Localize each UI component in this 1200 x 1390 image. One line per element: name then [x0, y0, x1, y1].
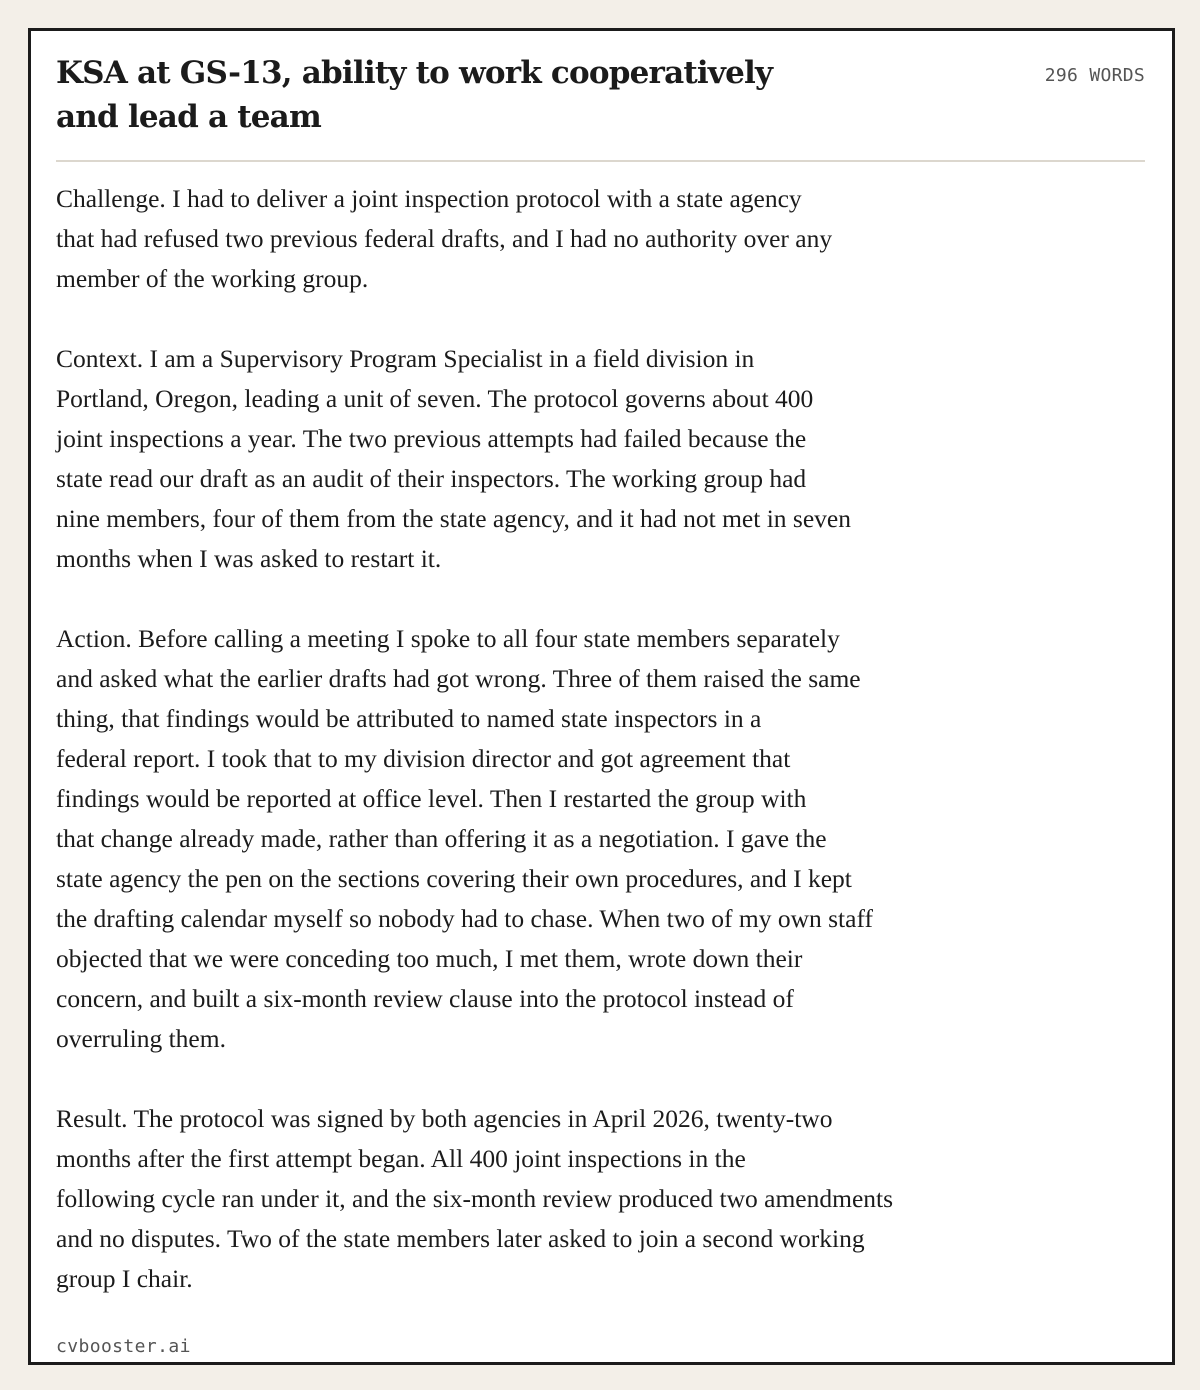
card-header — [56, 51, 1145, 161]
result-paragraph — [56, 1099, 1056, 1299]
paragraph-line: state read our draft as an audit of their inspectors. The working group had — [56, 464, 807, 493]
paragraph-line: joint inspections a year. The two previous attempts had failed because the — [56, 424, 807, 453]
paragraph-line: Portland, Oregon, leading a unit of seven. The protocol governs about 400 — [56, 384, 814, 413]
paragraph-line: group I chair. — [56, 1264, 193, 1293]
context-paragraph — [56, 339, 1056, 579]
paragraph-line: following cycle ran under it, and the six-month review produced two amendments — [56, 1184, 894, 1213]
word-count-badge: 296 WORDS — [1044, 65, 1145, 86]
action-paragraph — [56, 619, 1056, 1059]
paragraph-line: Context. I am a Supervisory Program Specialist in a field division in — [56, 344, 755, 373]
paragraph-line: months when I was asked to restart it. — [56, 544, 442, 573]
paragraph-line: federal report. I took that to my division director and got agreement that — [56, 744, 791, 773]
paragraph-line: Result. The protocol was signed by both agencies in April 2026, twenty-two — [56, 1104, 833, 1133]
paragraph-line: and asked what the earlier drafts had got wrong. Three of them raised the same — [56, 664, 861, 693]
paragraph-line: Action. Before calling a meeting I spoke to all four state members separately — [56, 624, 840, 653]
paragraph-line: overruling them. — [56, 1024, 226, 1053]
paragraph-line: that had refused two previous federal drafts, and I had no authority over any — [56, 224, 833, 253]
title-line: and lead a team — [56, 99, 321, 135]
ksa-title — [56, 51, 856, 139]
paragraph-line: objected that we were conceding too much, I met them, wrote down their — [56, 944, 803, 973]
ksa-card — [28, 28, 1175, 1365]
paragraph-line: Challenge. I had to deliver a joint inspection protocol with a state agency — [56, 184, 802, 213]
footer-brand: cvbooster.ai — [56, 1336, 191, 1357]
ksa-body — [56, 179, 1056, 1339]
header-divider — [56, 160, 1145, 162]
paragraph-line: member of the working group. — [56, 264, 369, 293]
challenge-paragraph — [56, 179, 1056, 299]
paragraph-line: thing, that findings would be attributed to named state inspectors in a — [56, 704, 762, 733]
paragraph-line: that change already made, rather than offering it as a negotiation. I gave the — [56, 824, 827, 853]
paragraph-line: the drafting calendar myself so nobody had to chase. When two of my own staff — [56, 904, 873, 933]
paragraph-line: and no disputes. Two of the state members later asked to join a second working — [56, 1224, 865, 1253]
paragraph-line: months after the first attempt began. All 400 joint inspections in the — [56, 1144, 746, 1173]
paragraph-line: concern, and built a six-month review clause into the protocol instead of — [56, 984, 794, 1013]
paragraph-line: findings would be reported at office level. Then I restarted the group with — [56, 784, 807, 813]
paragraph-line: nine members, four of them from the state agency, and it had not met in seven — [56, 504, 851, 533]
paragraph-line: state agency the pen on the sections covering their own procedures, and I kept — [56, 864, 852, 893]
title-line: KSA at GS-13, ability to work cooperatively — [56, 55, 773, 91]
